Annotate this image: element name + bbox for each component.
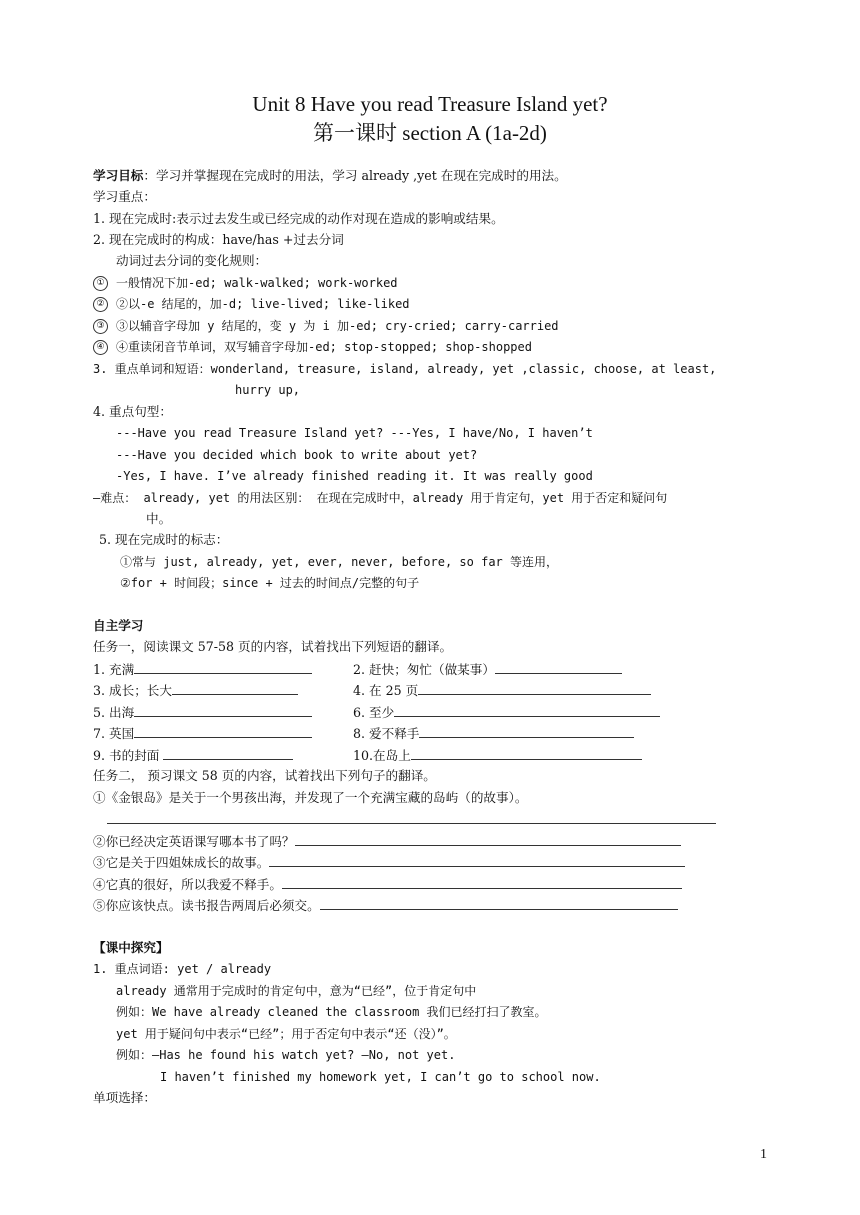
point-5-a: ①常与 just, already, yet, ever, never, before, so far 等连用， — [120, 555, 559, 569]
phrase-2: 2. 赶快；匆忙（做某事） — [353, 661, 622, 678]
sentence-4: ④它真的很好，所以我爱不释手。 — [93, 876, 682, 893]
phrase-9: 9. 书的封面 — [93, 747, 293, 764]
task-1: 任务一，阅读课文 57-58 页的内容，试着找出下列短语的翻译。 — [93, 639, 453, 654]
answer-blank[interactable] — [495, 661, 622, 674]
rule-3: ③ ③以辅音字母加 y 结尾的，变 y 为 i 加-ed; cry-cried; carry-carried — [93, 318, 559, 334]
goals-label: 学习目标 — [93, 168, 144, 183]
answer-blank[interactable] — [411, 747, 642, 760]
sentence-pattern-2: ---Have you decided which book to write about yet? — [116, 448, 478, 462]
answer-blank[interactable] — [295, 833, 681, 846]
sentence-pattern-3: -Yes, I have. I’ve already finished reading it. It was really good — [116, 469, 593, 483]
explore-7: 单项选择： — [93, 1090, 156, 1105]
point-2: 2. 现在完成时的构成：have/has +过去分词 — [93, 232, 344, 247]
learning-goals — [93, 168, 567, 184]
explore-3: 例如：We have already cleaned the classroom 我们已经打扫了教室。 — [116, 1005, 547, 1019]
sentence-5: ⑤你应该快点。读书报告两周后必须交。 — [93, 897, 678, 914]
self-study-heading: 自主学习 — [93, 618, 144, 633]
explore-4: yet 用于疑问句中表示“已经”；用于否定句中表示“还（没）”。 — [116, 1027, 456, 1041]
difficult-point-continued: 中。 — [146, 511, 172, 526]
answer-blank[interactable] — [163, 747, 293, 760]
explore-heading: 【课中探究】 — [93, 940, 169, 955]
answer-blank[interactable] — [419, 725, 634, 738]
explore-2: already 通常用于完成时的肯定句中，意为“已经”，位于肯定句中 — [116, 984, 477, 998]
answer-blank[interactable] — [269, 854, 685, 867]
sentence-3: ③它是关于四姐妹成长的故事。 — [93, 854, 685, 871]
phrase-10: 10.在岛上 — [353, 747, 642, 764]
point-3-continued: hurry up, — [235, 383, 301, 397]
goals-text: ：学习并掌握现在完成时的用法，学习 already ,yet 在现在完成时的用法。 — [143, 168, 567, 183]
circled-number: ④ — [93, 340, 108, 355]
answer-blank[interactable] — [394, 704, 660, 717]
answer-blank[interactable] — [134, 725, 312, 738]
difficult-point: —难点： already, yet 的用法区别： 在现在完成时中，already 用于肯定句，yet 用于否定和疑问句 — [93, 491, 668, 505]
explore-1: 1. 重点词语: yet / already — [93, 962, 272, 976]
answer-blank[interactable] — [134, 704, 312, 717]
answer-blank[interactable] — [282, 876, 682, 889]
point-3: 3. 重点单词和短语：wonderland, treasure, island, already, yet ,classic, choose, at least, — [93, 362, 717, 376]
phrase-3: 3. 成长；长大 — [93, 682, 298, 699]
answer-blank[interactable] — [107, 811, 716, 824]
task-2: 任务二， 预习课文 58 页的内容，试着找出下列句子的翻译。 — [93, 768, 436, 783]
sentence-pattern-1: ---Have you read Treasure Island yet? ---Yes, I have/No, I haven’t — [116, 426, 593, 440]
rule-1: ① 一般情况下加-ed; walk-walked; work-worked — [93, 275, 398, 291]
point-5-b: ②for + 时间段；since + 过去的时间点/完整的句子 — [120, 576, 420, 590]
circled-number: ③ — [93, 319, 108, 334]
answer-blank[interactable] — [418, 682, 651, 695]
page-number: 1 — [760, 1147, 767, 1162]
point-1: 1. 现在完成时:表示过去发生或已经完成的动作对现在造成的影响或结果。 — [93, 211, 504, 226]
answer-blank[interactable] — [320, 897, 678, 910]
phrase-4: 4. 在 25 页 — [353, 682, 651, 699]
point-2-sub: 动词过去分词的变化规则： — [116, 253, 268, 268]
answer-blank[interactable] — [134, 661, 312, 674]
rule-4: ④ ④重读闭音节单词，双写辅音字母加-ed; stop-stopped; shop-shopped — [93, 339, 532, 355]
explore-5: 例如：—Has he found his watch yet? —No, not yet. — [116, 1048, 456, 1062]
phrase-8: 8. 爱不释手 — [353, 725, 634, 742]
explore-6: I haven’t finished my homework yet, I can’t go to school now. — [160, 1070, 601, 1084]
sentence-1: ①《金银岛》是关于一个男孩出海，并发现了一个充满宝藏的岛屿（的故事）。 — [93, 790, 528, 805]
answer-blank[interactable] — [172, 682, 298, 695]
title-line-2: 第一课时 section A (1a-2d) — [313, 121, 547, 145]
title-line-1: Unit 8 Have you read Treasure Island yet? — [252, 92, 608, 116]
sentence-2: ②你已经决定英语课写哪本书了吗？ — [93, 833, 681, 850]
phrase-7: 7. 英国 — [93, 725, 312, 742]
circled-number: ② — [93, 297, 108, 312]
point-4: 4. 重点句型： — [93, 404, 172, 419]
rule-2: ② ②以-e 结尾的，加-d; live-lived; like-liked — [93, 296, 410, 312]
key-points-heading: 学习重点： — [93, 189, 156, 204]
point-5: 5. 现在完成时的标志： — [99, 532, 229, 547]
circled-number: ① — [93, 276, 108, 291]
sentence-1-answer — [107, 811, 716, 828]
phrase-5: 5. 出海 — [93, 704, 312, 721]
phrase-6: 6. 至少 — [353, 704, 660, 721]
phrase-1: 1. 充满 — [93, 661, 312, 678]
